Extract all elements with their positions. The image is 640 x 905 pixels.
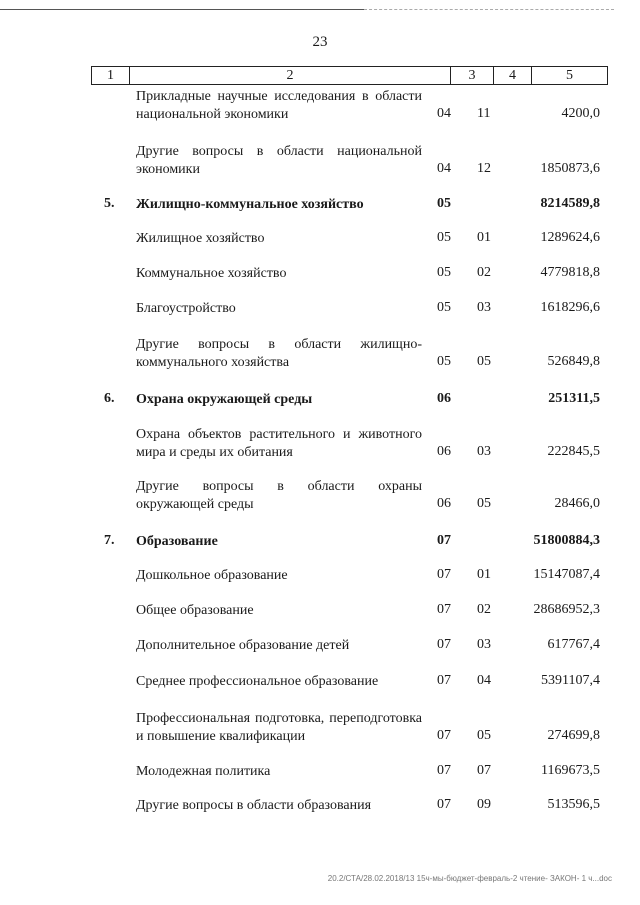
row-name: Другие вопросы в области национальной экономики: [136, 144, 422, 177]
row-amount: 28686952,3: [533, 602, 600, 617]
header-col-3: 3: [451, 67, 494, 84]
header-col-1: 1: [92, 67, 130, 84]
row-amount: 1618296,6: [540, 300, 600, 315]
row-subsection: 04: [477, 673, 491, 688]
row-amount: 4779818,8: [540, 265, 600, 280]
row-name: Среднее профессиональное образование: [136, 674, 379, 689]
row-section: 05: [437, 354, 451, 369]
row-subsection: 01: [477, 230, 491, 245]
row-name: Жилищно-коммунальное хозяйство: [136, 197, 364, 212]
row-amount: 5391107,4: [541, 673, 600, 688]
row-amount: 1289624,6: [540, 230, 600, 245]
row-name: Коммунальное хозяйство: [136, 266, 287, 281]
row-section: 05: [437, 196, 451, 211]
header-col-2: 2: [130, 67, 451, 84]
row-amount: 28466,0: [554, 496, 600, 511]
row-name: Молодежная политика: [136, 764, 271, 779]
row-amount: 526849,8: [547, 354, 600, 369]
row-name: Дополнительное образование детей: [136, 638, 350, 653]
row-subsection: 05: [477, 354, 491, 369]
row-section: 06: [437, 391, 451, 406]
top-rule-dashed: [364, 9, 614, 10]
row-amount: 1850873,6: [540, 161, 600, 176]
row-section: 06: [437, 444, 451, 459]
row-section: 07: [437, 673, 451, 688]
row-subsection: 03: [477, 300, 491, 315]
row-subsection: 03: [477, 637, 491, 652]
row-amount: 4200,0: [561, 106, 600, 121]
row-name: Образование: [136, 534, 218, 549]
row-section: 07: [437, 533, 451, 548]
row-name: Другие вопросы в области охраны окружающей среды: [136, 479, 422, 512]
row-subsection: 02: [477, 602, 491, 617]
header-col-5: 5: [566, 68, 573, 83]
row-number: 7.: [104, 533, 115, 548]
row-number: 6.: [104, 391, 115, 406]
row-amount: 222845,5: [547, 444, 600, 459]
row-name: Другие вопросы в области образования: [136, 798, 372, 813]
row-name: Общее образование: [136, 603, 254, 618]
top-rule: [0, 9, 364, 10]
row-name: Другие вопросы в области жилищно-коммунального хозяйства: [136, 337, 422, 370]
page-number: 23: [312, 34, 328, 50]
row-amount: 8214589,8: [540, 196, 600, 211]
row-subsection: 11: [477, 106, 491, 121]
row-amount: 15147087,4: [533, 567, 600, 582]
row-subsection: 03: [477, 444, 491, 459]
header-col-4: 4: [494, 67, 532, 84]
row-amount: 251311,5: [548, 391, 600, 406]
row-section: 07: [437, 728, 451, 743]
row-section: 07: [437, 763, 451, 778]
row-subsection: 01: [477, 567, 491, 582]
row-amount: 513596,5: [547, 797, 600, 812]
row-subsection: 09: [477, 797, 491, 812]
row-name: Охрана окружающей среды: [136, 392, 313, 407]
row-subsection: 05: [477, 496, 491, 511]
row-amount: 617767,4: [547, 637, 600, 652]
row-subsection: 02: [477, 265, 491, 280]
row-name: Профессиональная подготовка, переподготовка и повышение квалификации: [136, 711, 422, 744]
file-path-footer: 20.2/СТА/28.02.2018/13 15ч-мы-бюджет-февраль-2 чтение- ЗАКОН- 1 ч...doc: [327, 874, 612, 883]
table-header: [91, 66, 608, 85]
row-section: 07: [437, 567, 451, 582]
row-name: Прикладные научные исследования в области национальной экономики: [136, 89, 422, 122]
row-amount: 1169673,5: [541, 763, 600, 778]
row-section: 07: [437, 797, 451, 812]
row-name: Благоустройство: [136, 301, 236, 316]
row-subsection: 07: [477, 763, 491, 778]
row-section: 05: [437, 265, 451, 280]
row-section: 05: [437, 230, 451, 245]
row-number: 5.: [104, 196, 115, 211]
row-name: Дошкольное образование: [136, 568, 288, 583]
row-section: 06: [437, 496, 451, 511]
row-amount: 51800884,3: [533, 533, 600, 548]
row-section: 04: [437, 106, 451, 121]
row-name: Охрана объектов растительного и животного мира и среды их обитания: [136, 427, 422, 460]
row-subsection: 12: [477, 161, 491, 176]
row-name: Жилищное хозяйство: [136, 231, 265, 246]
row-subsection: 05: [477, 728, 491, 743]
row-section: 05: [437, 300, 451, 315]
row-section: 04: [437, 161, 451, 176]
row-section: 07: [437, 637, 451, 652]
row-section: 07: [437, 602, 451, 617]
row-amount: 274699,8: [547, 728, 600, 743]
